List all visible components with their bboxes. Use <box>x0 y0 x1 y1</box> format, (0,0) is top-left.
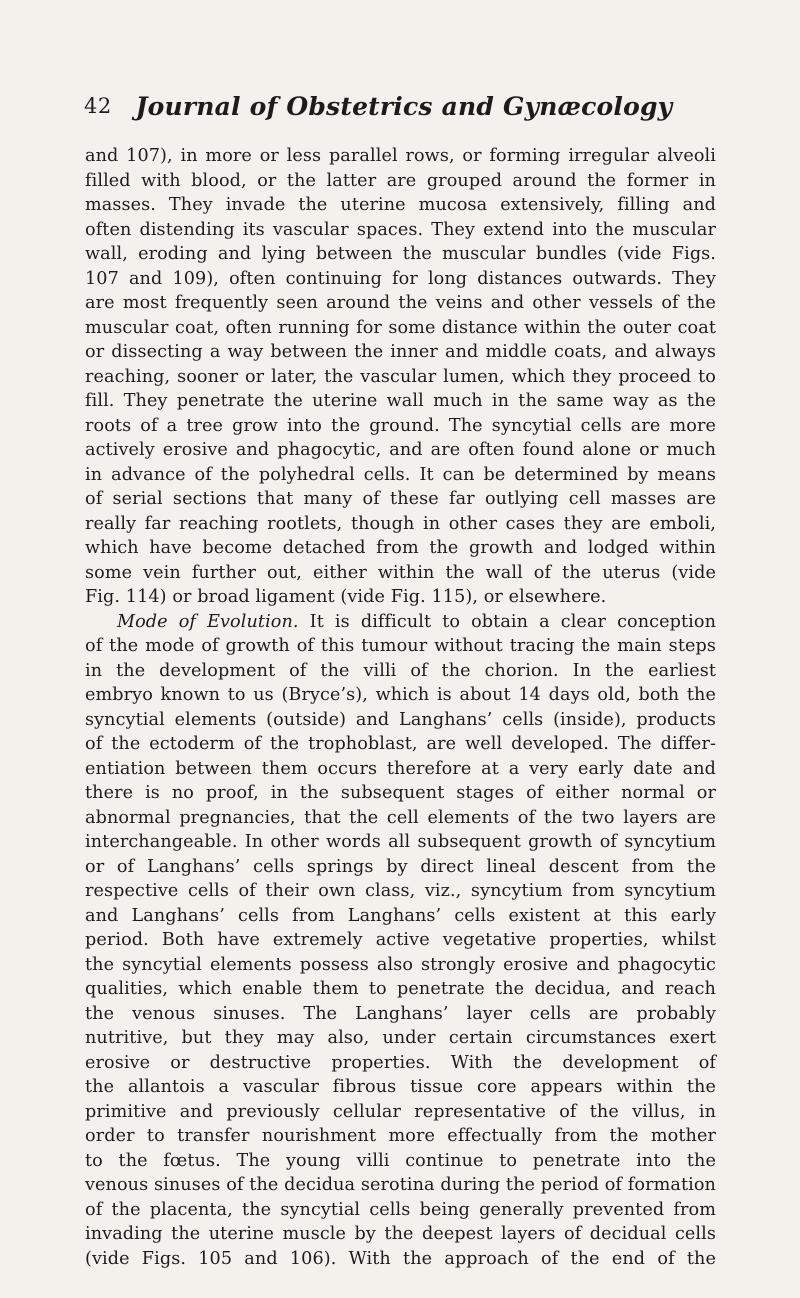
text-line: embryo known to us (Bryce’s), which is about 14 days old, both the <box>85 685 716 705</box>
text-line: reaching, sooner or later, the vascular lumen, which they proceed to <box>85 366 716 387</box>
text-line: Fig. 114) or broad ligament (vide Fig. 115), or elsewhere. <box>85 587 607 607</box>
text-line: of serial sections that many of these far outlying cell masses are <box>85 489 716 509</box>
text-line: the allantois a vascular fibrous tissue core appears within the <box>85 1077 716 1097</box>
text-line: in advance of the polyhedral cells. It can be determined by means <box>85 464 716 485</box>
text-line: entiation between them occurs therefore at a very early date and <box>85 758 716 779</box>
text-line: period. Both have extremely active vegetative properties, whilst <box>85 930 716 950</box>
text-line: actively erosive and phagocytic, and are often found alone or much <box>85 440 716 460</box>
body-text <box>85 144 716 1271</box>
text-line: the syncytial elements possess also strongly erosive and phagocytic <box>85 954 716 975</box>
text-line: filled with blood, or the latter are grouped around the former in <box>85 170 716 191</box>
text-line: qualities, which enable them to penetrate the decidua, and reach <box>85 979 716 999</box>
text-line: order to transfer nourishment more effectually from the mother <box>85 1126 716 1146</box>
text-line: (vide Figs. 105 and 106). With the approach of the end of the <box>85 1248 716 1269</box>
text-line: of the placenta, the syncytial cells being generally prevented from <box>85 1199 716 1220</box>
section-first-line-text: It is difficult to obtain a clear conception <box>309 611 716 632</box>
section-first-line <box>85 610 716 635</box>
text-line: often distending its vascular spaces. They extend into the muscular <box>85 219 716 240</box>
text-line: erosive or destructive properties. With the development of <box>85 1052 716 1073</box>
text-line: the venous sinuses. The Langhans’ layer cells are probably <box>85 1003 716 1024</box>
text-line: or of Langhans’ cells springs by direct lineal descent from the <box>85 856 716 877</box>
running-title: Journal of Obstetrics and Gynæcology <box>135 92 673 121</box>
text-line: and Langhans’ cells from Langhans’ cells existent at this early <box>85 905 716 926</box>
text-line: of the ectoderm of the trophoblast, are well developed. The differ- <box>85 734 716 754</box>
text-line: roots of a tree grow into the ground. The syncytial cells are more <box>85 415 716 436</box>
text-line: to the fœtus. The young villi continue to penetrate into the <box>85 1150 716 1171</box>
text-line: invading the uterine muscle by the deepest layers of decidual cells <box>85 1224 716 1244</box>
text-line: venous sinuses of the decidua serotina during the period of formation <box>85 1175 716 1195</box>
text-line: respective cells of their own class, viz., syncytium from syncytium <box>85 881 716 901</box>
text-line: fill. They penetrate the uterine wall much in the same way as the <box>85 391 716 411</box>
text-line: syncytial elements (outside) and Langhans’ cells (inside), products <box>85 709 716 730</box>
text-line: and 107), in more or less parallel rows, or forming irregular alveoli <box>85 146 716 166</box>
text-line: which have become detached from the growth and lodged within <box>85 538 716 558</box>
text-line: some vein further out, either within the wall of the uterus (vide <box>85 562 716 583</box>
text-line: 107 and 109), often continuing for long distances outwards. They <box>85 268 716 289</box>
text-line: really far reaching rootlets, though in other cases they are emboli, <box>85 513 716 534</box>
text-line: of the mode of growth of this tumour without tracing the main steps <box>85 636 716 656</box>
text-line: or dissecting a way between the inner and middle coats, and always <box>85 342 716 362</box>
text-line: are most frequently seen around the veins and other vessels of the <box>85 293 716 313</box>
text-line: there is no proof, in the subsequent stages of either normal or <box>85 783 716 803</box>
text-line: abnormal pregnancies, that the cell elements of the two layers are <box>85 807 716 828</box>
text-line: primitive and previously cellular representative of the villus, in <box>85 1101 716 1122</box>
text-line: masses. They invade the uterine mucosa extensively, filling and <box>85 195 716 215</box>
page-header <box>84 94 724 128</box>
text-line: muscular coat, often running for some distance within the outer coat <box>85 317 716 338</box>
text-line: in the development of the villi of the chorion. In the earliest <box>85 660 716 681</box>
text-line: nutritive, but they may also, under certain circumstances exert <box>85 1028 716 1048</box>
section-heading: Mode of Evolution. <box>117 611 299 632</box>
text-line: interchangeable. In other words all subsequent growth of syncytium <box>85 832 716 852</box>
page-number: 42 <box>84 94 112 118</box>
text-line: wall, eroding and lying between the muscular bundles (vide Figs. <box>85 244 716 264</box>
